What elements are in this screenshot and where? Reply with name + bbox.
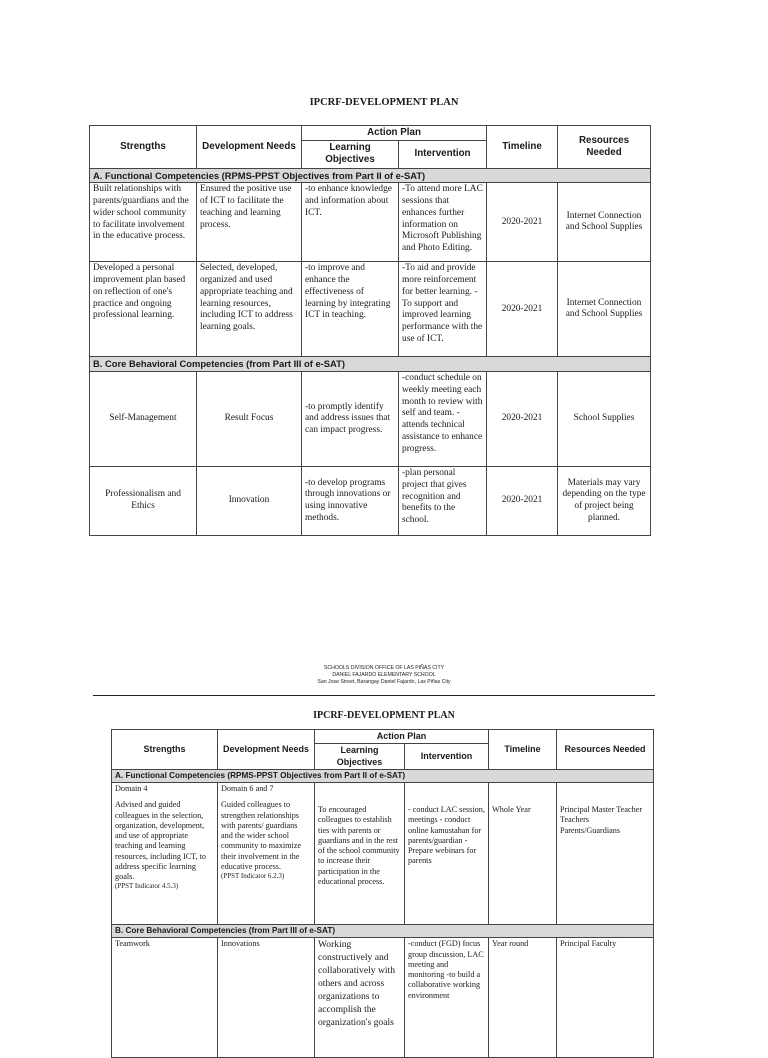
- cell-intervention: -To aid and provide more reinforcement for better learning. -To support and improved learning performance with the use of ICT.: [399, 262, 487, 357]
- cell-resources: Materials may vary depending on the type of project being planned.: [558, 467, 651, 536]
- table-row: [90, 183, 651, 262]
- needs-indicator: (PPST Indicator 6.2.3): [221, 872, 285, 880]
- cell-strengths: Built relationships with parents/guardians and the wider school community to facilitate involvement in the educative process.: [90, 183, 197, 262]
- cell-timeline: 2020-2021: [487, 262, 558, 357]
- cell-resources: Internet Connection and School Supplies: [558, 183, 651, 262]
- needs-text: Guided colleagues to strengthen relationships with parents/ guardians and the wider school community to maximize their involvement in the educative process.: [221, 800, 302, 871]
- header-resources-needed: Resources Needed: [557, 730, 654, 770]
- table-row: [112, 783, 654, 925]
- strengths-indicator: (PPST Indicator 4.5.3): [115, 882, 179, 891]
- doc2-letterhead: [0, 665, 768, 686]
- cell-timeline: Year round: [489, 938, 557, 1058]
- header-learning-objectives: Learning Objectives: [302, 141, 399, 168]
- cell-intervention: -To attend more LAC sessions that enhances further information on Microsoft Publishing and Photo Editing.: [399, 183, 487, 262]
- section-core-behavioral-competencies: B. Core Behavioral Competencies (from Part III of e-SAT): [112, 925, 654, 938]
- header-action-plan: Action Plan: [302, 126, 487, 141]
- cell-timeline: 2020-2021: [487, 372, 558, 467]
- cell-development-needs: [218, 783, 315, 925]
- cell-resources: Principal Faculty: [557, 938, 654, 1058]
- cell-strengths: Developed a personal improvement plan based on reflection of one's practice and ongoing professional learning.: [90, 262, 197, 357]
- doc2-title: IPCRF-DEVELOPMENT PLAN: [313, 710, 455, 721]
- cell-learning-objectives: -to enhance knowledge and information about ICT.: [302, 183, 399, 262]
- doc1-plan-table: [89, 125, 651, 536]
- cell-learning-objectives: To encouraged colleagues to establish ties with parents or guardians and in the rest of the school community to increase their participation in the educational process.: [315, 783, 405, 925]
- cell-development-needs: Ensured the positive use of ICT to facilitate the teaching and learning process.: [197, 183, 302, 262]
- section-core-behavioral-competencies: B. Core Behavioral Competencies (from Part III of e-SAT): [90, 357, 651, 372]
- cell-strengths: Self-Management: [90, 372, 197, 467]
- cell-development-needs: Innovation: [197, 467, 302, 536]
- cell-development-needs: Selected, developed, organized and used appropriate teaching and learning resources, including ICT to address learning goals.: [197, 262, 302, 357]
- header-intervention: Intervention: [405, 744, 489, 770]
- header-strengths: Strengths: [90, 126, 197, 169]
- cell-learning-objectives: Working constructively and collaboratively with others and across organizations to accomplish the organization's goals: [315, 938, 405, 1058]
- table-row: [90, 467, 651, 536]
- cell-strengths: Teamwork: [112, 938, 218, 1058]
- doc2-plan-table: [111, 729, 654, 1058]
- letterhead-division: SCHOOLS DIVISION OFFICE OF LAS PIÑAS CITY: [323, 665, 445, 671]
- header-timeline: Timeline: [489, 730, 557, 770]
- cell-intervention: -plan personal project that gives recognition and benefits to the school.: [399, 467, 487, 536]
- header-learning-objectives: Learning Objectives: [315, 744, 405, 770]
- cell-resources: School Supplies: [558, 372, 651, 467]
- letterhead-address: San Jose Street, Barangay Daniel Fajardo, Las Piñas City: [317, 679, 451, 686]
- header-timeline: Timeline: [487, 126, 558, 169]
- cell-development-needs: Innovations: [218, 938, 315, 1058]
- cell-resources: Internet Connection and School Supplies: [558, 262, 651, 357]
- strengths-domain: Domain 4: [115, 784, 148, 793]
- cell-intervention: -conduct (FGD) focus group discussion, LAC meeting and monitoring -to build a collaborative working environment: [405, 938, 489, 1058]
- table-row: [90, 262, 651, 357]
- needs-domain: Domain 6 and 7: [221, 784, 274, 793]
- letterhead-school: DANIEL FAJARDO ELEMENTARY SCHOOL: [332, 672, 436, 679]
- cell-timeline: 2020-2021: [487, 183, 558, 262]
- cell-timeline: Whole Year: [489, 783, 557, 925]
- table-row: [112, 938, 654, 1058]
- strengths-text: Advised and guided colleagues in the selection, organization, development, and use of appropriate teaching and learning resources, including ICT, to address specific learning goals.: [115, 800, 207, 881]
- cell-intervention: -conduct schedule on weekly meeting each month to review with self and team. -attends technical assistance to enhance progress.: [399, 372, 487, 467]
- cell-strengths: Professionalism and Ethics: [90, 467, 197, 536]
- doc1-title: IPCRF-DEVELOPMENT PLAN: [309, 97, 459, 108]
- cell-timeline: 2020-2021: [487, 467, 558, 536]
- letterhead-divider: [93, 695, 655, 696]
- header-intervention: Intervention: [399, 141, 487, 168]
- cell-strengths: [112, 783, 218, 925]
- cell-intervention: - conduct LAC session, meetings - conduct online kamustahan for parents/guardian - Prepare webinars for parents: [405, 783, 489, 925]
- cell-development-needs: Result Focus: [197, 372, 302, 467]
- cell-learning-objectives: -to develop programs through innovations or using innovative methods.: [302, 467, 399, 536]
- section-functional-competencies: A. Functional Competencies (RPMS-PPST Objectives from Part II of e-SAT): [90, 168, 651, 183]
- cell-learning-objectives: -to promptly identify and address issues that can impact progress.: [302, 372, 399, 467]
- header-development-needs: Development Needs: [218, 730, 315, 770]
- header-strengths: Strengths: [112, 730, 218, 770]
- header-resources-needed: Resources Needed: [558, 126, 651, 169]
- header-development-needs: Development Needs: [197, 126, 302, 169]
- table-row: [90, 372, 651, 467]
- section-functional-competencies: A. Functional Competencies (RPMS-PPST Objectives from Part II of e-SAT): [112, 769, 654, 782]
- cell-learning-objectives: -to improve and enhance the effectiveness of learning by integrating ICT in teaching.: [302, 262, 399, 357]
- header-action-plan: Action Plan: [315, 730, 489, 744]
- cell-resources: Principal Master Teacher Teachers Parents/Guardians: [557, 783, 654, 925]
